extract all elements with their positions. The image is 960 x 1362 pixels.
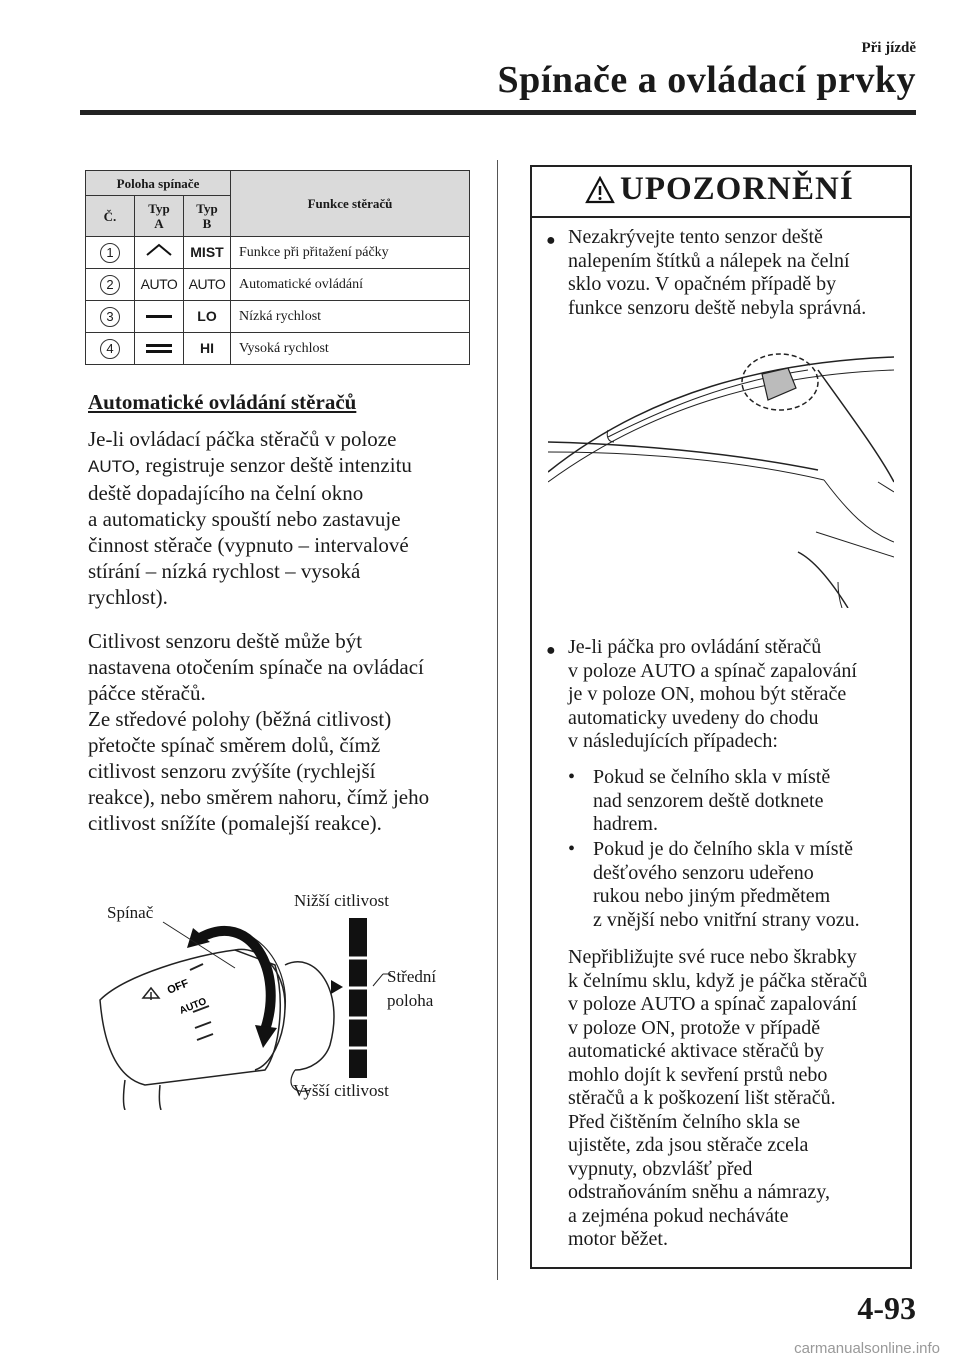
table-row: [86, 269, 470, 301]
label-lower-sensitivity: Nižší citlivost: [294, 891, 389, 910]
row-number: 3: [100, 307, 120, 327]
table-row: [86, 301, 470, 333]
paragraph-sensitivity: Citlivost senzoru deště může být nastavena otočením spínače na ovládací páčce stěračů. Ze středové polohy (běžná citlivost) přetočte spínač směrem dolů, čímž citlivost senzoru zvýšíte (rychlejší reakce), nebo směrem nahoru, čímž jeho citlivost snížíte (pomalejší reakce).: [88, 629, 430, 835]
lever-off-label: OFF: [165, 977, 191, 997]
mist-symbol: MIST: [190, 243, 224, 260]
function-cell: Funkce při přitažení páčky: [231, 237, 470, 269]
section-label: Při jízdě: [861, 40, 916, 56]
warning-triangle-icon: [585, 176, 615, 204]
paragraph-text: , registruje senzor deště intenzitu deště dopadajícího na čelní okno a automaticky spouští nebo zastavuje činnost stěrače (vypnuto – intervalové stírání – nízká rychlost – vysoká rychlost).: [88, 453, 412, 609]
sub-bullet-dot: •: [568, 838, 576, 860]
label-higher-sensitivity: Vyšší citlivost: [293, 1081, 389, 1100]
row-number: 2: [100, 275, 120, 295]
section-title: Automatické ovládání stěračů: [88, 390, 357, 414]
column-divider: [497, 160, 498, 1280]
warning-sub-bullet-2: Pokud je do čelního skla v místě dešťového senzoru udeřeno rukou nebo jiným předmětem z vnější nebo vnitřní strany vozu.: [593, 838, 860, 931]
table-row: [86, 237, 470, 269]
header-rule: [80, 110, 916, 115]
sub-bullet-dot: •: [568, 766, 576, 788]
table-header-row: [86, 171, 470, 196]
row-number: 1: [100, 243, 120, 263]
windshield-sensor-illustration: [548, 352, 894, 608]
warning-bullet-1: Nezakrývejte tento senzor deště nalepením štítků a nálepek na čelní sklo vozu. V opačném případě by funkce senzoru deště nebyla správná.: [568, 226, 867, 319]
label-switch: Spínač: [107, 903, 154, 922]
row-number: 4: [100, 339, 120, 359]
single-bar-icon: [146, 315, 172, 318]
warning-title: UPOZORNĚNÍ: [620, 171, 854, 207]
function-cell: Vysoká rychlost: [231, 333, 470, 365]
number-header: Č.: [86, 196, 135, 237]
mist-chevron-icon: [144, 243, 174, 257]
auto-symbol: AUTO: [88, 457, 135, 476]
switch-position-table: [85, 170, 470, 365]
paragraph-text: Je-li ovládací páčka stěračů v poloze: [88, 427, 397, 451]
type-b-header: Typ B: [184, 196, 231, 237]
page-title: Spínače a ovládací prvky: [497, 59, 916, 101]
warning-bullet-2: Je-li páčka pro ovládání stěračů v poloze AUTO a spínač zapalování je v poloze ON, mohou být stěrače automaticky uvedeny do chodu v následujících případech:: [568, 636, 857, 752]
auto-symbol-b: AUTO: [188, 275, 226, 292]
double-bar-icon: [146, 344, 172, 353]
position-header: Poloha spínače: [86, 171, 231, 196]
lo-symbol: LO: [197, 307, 217, 324]
lever-auto-label: AUTO: [178, 996, 209, 1017]
hi-symbol: HI: [200, 339, 214, 356]
page-number: 4-93: [857, 1290, 916, 1326]
auto-symbol-a: AUTO: [140, 275, 178, 292]
bullet-dot: ●: [546, 232, 556, 249]
warning-sub-bullet-1: Pokud se čelního skla v místě nad senzorem deště dotknete hadrem.: [593, 766, 831, 835]
label-middle-position: Střední poloha: [387, 967, 437, 1010]
type-a-header: Typ A: [135, 196, 184, 237]
function-cell: Automatické ovládání: [231, 269, 470, 301]
paragraph-auto-wiping: [88, 426, 488, 610]
table-row: [86, 333, 470, 365]
function-header: Funkce stěračů: [231, 171, 470, 237]
bullet-dot: ●: [546, 642, 556, 659]
warning-note: Nepřibližujte své ruce nebo škrabky k čelnímu sklu, když je páčka stěračů v poloze AUTO a spínač zapalování v poloze ON, protože v případě automatické aktivace stěračů by mohlo dojít k sevření prstů nebo stěračů a k poškození lišt stěračů. Před čištěním čelního skla se ujistěte, zda jsou stěrače zcela vypnuty, obzvlášť před odstraňováním sněhu a námrazy, a zejména pokud necháváte motor běžet.: [568, 946, 868, 1250]
function-cell: Nízká rychlost: [231, 301, 470, 333]
watermark: carmanualsonline.info: [794, 1340, 940, 1357]
